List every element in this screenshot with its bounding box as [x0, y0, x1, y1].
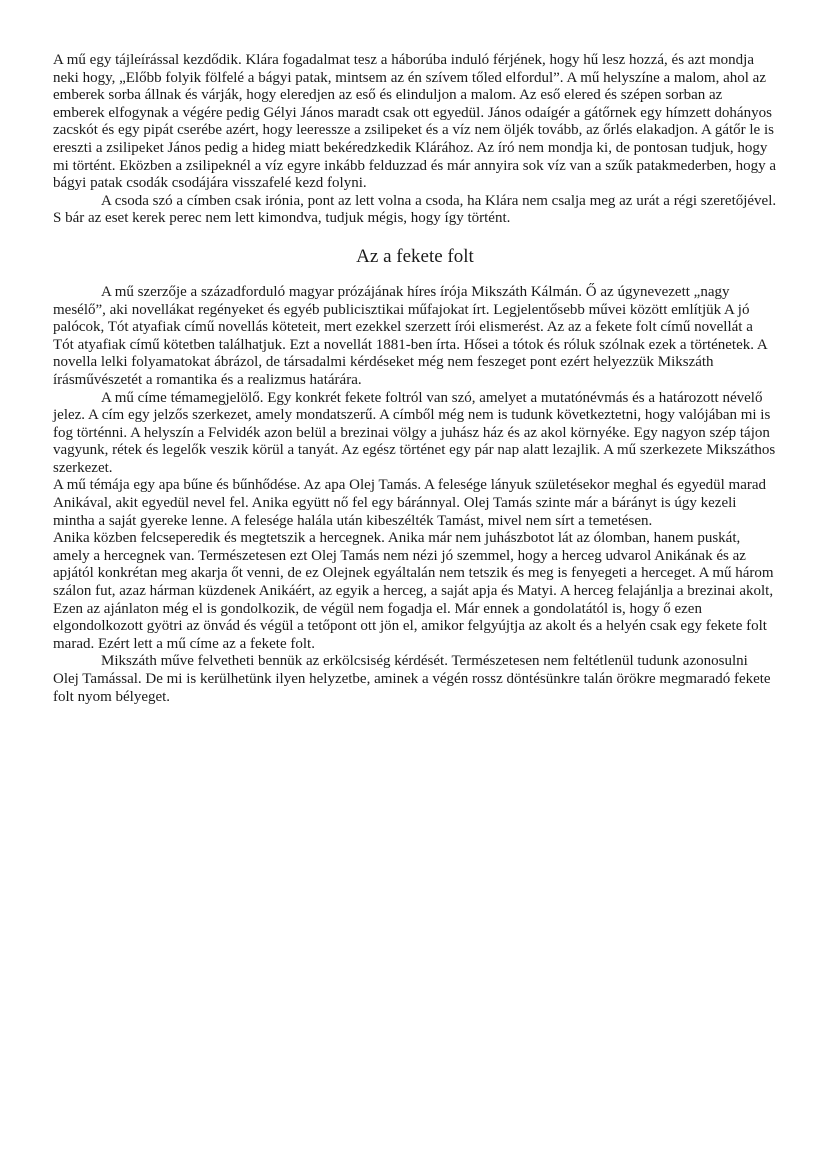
paragraph-title-irony: A csoda szó a címben csak irónia, pont az lett volna a csoda, ha Klára nem csalja meg az urát a régi szeretőjével. S bár az eset kerek perec nem lett kimondva, tudjuk mégis, hogy így történt. — [53, 192, 777, 227]
paragraph-conclusion: Mikszáth műve felvetheti bennük az erkölcsiség kérdését. Természetesen nem feltétlenül tudunk azonosulni Olej Tamással. De mi is kerülhetünk ilyen helyzetbe, aminek a végén rossz döntésünkre talán örökre megmaradó fekete folt nyom bélyeget. — [53, 653, 771, 705]
document-page — [53, 52, 777, 706]
paragraph-author: A mű szerzője a századforduló magyar prózájának híres írója Mikszáth Kálmán. Ő az úgynevezett „nagy mesélő”, aki novellákat regényeket és egyéb publicisztikai műfajokat írt. Legjelentősebb művei között említjük A jó palócok, Tót atyafiak című novellás köteteit, mert ezekkel szerzett írói elismerést. Az az a fekete folt című novellát a Tót atyafiak című kötetben találhatjuk. Ezt a novellát 1881-ben írta. Hősei a tótok és róluk szólnak ezek a történetek. A novella lelki folyamatokat ábrázol, de társadalmi kérdéseket még nem feszeget pont ezért helyezzük Mikszáth írásművészetét a romantika és a realizmus határára. — [53, 283, 767, 388]
paragraph-title-analysis: A mű címe témamegjelölő. Egy konkrét fekete foltról van szó, amelyet a mutatónévmás és a határozott névelő jelez. A cím egy jelzős szerkezet, amely mondatszerű. A címből még nem is tudunk következtetni, hogy valójában mi is fog történni. A helyszín a Felvidék azon belül a brezinai völgy a juhász ház és az akol környéke. Egy nagyon szép tájon vagyunk, rétek és legelők veszik körül a tanyát. Az egész történet egy pár nap alatt lezajlik. A mű szerkezete Mikszáthos szerkezet. — [53, 389, 776, 476]
paragraph-theme: A mű témája egy apa bűne és bűnhődése. Az apa Olej Tamás. A felesége lányuk születésekor meghal és egyedül marad Anikával, akit egyedül nevel fel. Anika együtt nő fel egy báránnyal. Olej Tamás szinte már a bárányt is úgy kezeli mintha a saját gyereke lenne. A felesége halála után kibeszélték Tamást, mivel nem sírt a temetésen. — [53, 477, 767, 529]
paragraph-plot-summary: A mű egy tájleírással kezdődik. Klára fogadalmat tesz a háborúba induló férjének, hogy hű lesz hozzá, és azt mondja neki hogy, „Előbb folyik fölfelé a bágyi patak, mintsem az én szívem tőled elfordul”. A mű helyszíne a malom, ahol az emberek sorba állnak és várják, hogy eleredjen az eső és elinduljon a malom. Az eső elered és szépen sorban az emberek elfogynak a végére pedig Gélyi János maradt csak ott egyedül. János odaígér a gátőrnek egy hímzett dohányos zacskót és egy pipát cserébe azért, hogy leeressze a zsilipeket és a víz nem öljék tovább, az őrlés elakadjon. A gátőr le is ereszti a zsilipeket János pedig a hideg miatt bekéredzkedik Klárához. Az író nem mondja ki, de pontosan tudjuk, hogy mi történt. Eközben a zsilipeknél a víz egyre inkább felduzzad és már annyira sok víz van a szűk patakmederben, hogy a bágyi patak csodák csodájára visszafelé kezd folyni. — [53, 52, 777, 192]
section-heading: Az a fekete folt — [356, 245, 474, 267]
paragraph-plot: Anika közben felcseperedik és megtetszik a hercegnek. Anika már nem juhászbotot lát az ólomban, hanem puskát, amely a hercegnek van. Természetesen ezt Olej Tamás nem nézi jó szemmel, hogy a herceg udvarol Anikának és az apjától konkrétan meg akarja őt venni, de ez Olejnek egyáltalán nem tetszik és meg is fenyegeti a herceget. A mű három szálon fut, azaz hárman küzdenek Anikáért, az egyik a herceg, a saját apja és Matyi. A herceg felajánlja a brezinai akolt, Ezen az ajánlaton még el is gondolkozik, de végül nem fogadja el. Már ennek a gondolatától is, hogy ő ezen elgondolkozott gyötri az önvád és végül a tetőpont ott jön el, amikor felgyújtja az akolt és a helyén csak egy fekete folt marad. Ezért lett a mű címe az a fekete folt. — [53, 530, 774, 652]
